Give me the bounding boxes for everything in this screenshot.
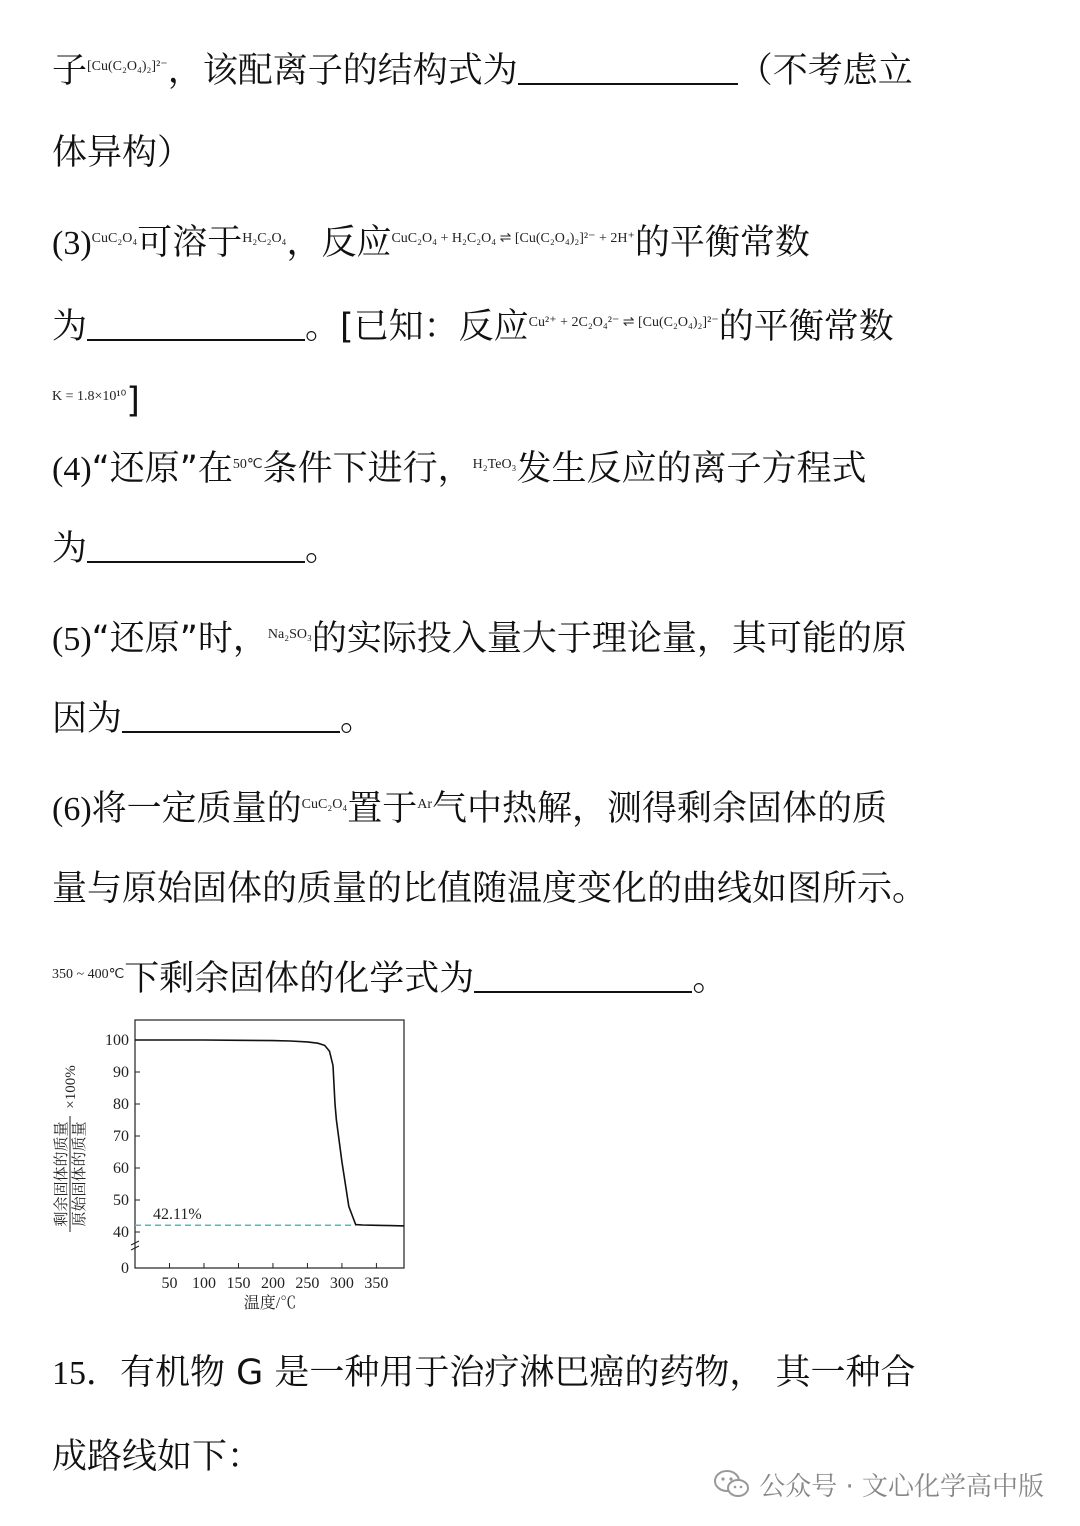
x-tick-label: 100 xyxy=(191,1275,216,1292)
k-value: K = 1.8×10¹⁰ xyxy=(52,389,127,404)
q14-line2: 体异构） xyxy=(52,133,193,173)
answer-blank-q4[interactable] xyxy=(87,529,305,563)
q3-line1: $(3)^{CuC_2O_4}$可溶于$^{H_2C_2O_4}$，反应$^{CuC_2O_4 + H_2C_2O_4 \rightleftharpoons [Cu(C_2O_4)_2]^{2-} + 2H^+}$的平衡常数 xyxy=(52,223,810,263)
y-tick-label: 50 xyxy=(113,1192,129,1209)
x-tick-label: 150 xyxy=(226,1275,251,1292)
y-tick-label: 40 xyxy=(113,1224,129,1241)
q6-line1: (6)将一定质量的$^{CuC_2O_4}$置于$^{Ar}$气中热解，测得剩余固体的质 xyxy=(52,789,888,829)
x-axis-label: 温度/℃ xyxy=(243,1295,297,1312)
y-tick-label: 90 xyxy=(113,1064,129,1081)
answer-blank-structure[interactable] xyxy=(518,51,738,85)
y-tick-label: 80 xyxy=(113,1096,129,1113)
y-tick-label: 0 xyxy=(121,1260,129,1277)
x-tick-label: 200 xyxy=(260,1275,285,1292)
q3-line2: 为 。[已知：反应$^{Cu^{2+} + 2C_2O_4^{2-} \rightleftharpoons [Cu(C_2O_4)_2]^{2-}}$的平衡常数 xyxy=(52,307,894,347)
reaction-equation: CuC₂O₄ + H₂C₂O₄ ⇌ [Cu(C₂O₄)₂]²⁻ + 2H⁺ xyxy=(391,231,635,246)
answer-blank-q6[interactable] xyxy=(474,959,692,993)
q5-line2: 因为 。 xyxy=(52,699,376,739)
tga-chart xyxy=(48,1016,418,1316)
wechat-icon xyxy=(713,1468,751,1507)
q5-line1: (5)“还原”时，$^{Na_2SO_3}$的实际投入量大于理论量，其可能的原 xyxy=(52,619,907,659)
answer-blank-q5[interactable] xyxy=(122,699,340,733)
known-reaction: Cu²⁺ + 2C₂O₄²⁻ ⇌ [Cu(C₂O₄)₂]²⁻ xyxy=(528,315,719,330)
answer-blank-q3[interactable] xyxy=(87,307,305,341)
y-label-denominator: 原始固体的质量 xyxy=(72,1121,88,1227)
q6-label: (6) xyxy=(52,791,92,828)
q14-line1: 子$^{[Cu(C_2O_4)_2]^{2-}}$，该配离子的结构式为 （不考虑立 xyxy=(52,51,913,91)
plot-frame xyxy=(135,1020,404,1268)
q5-label: (5) xyxy=(52,621,92,658)
q3-line3: $^{K = 1.8\times 10^{10}}$] xyxy=(52,381,140,421)
q15-line2: 成路线如下： xyxy=(52,1437,263,1477)
ion-formula: [Cu(C₂O₄)₂]²⁻ xyxy=(87,59,168,74)
q6-line2: 量与原始固体的质量的比值随温度变化的曲线如图所示。 xyxy=(52,869,928,909)
y-axis-label xyxy=(53,1065,88,1232)
x-tick-label: 350 xyxy=(364,1275,389,1292)
x-tick-label: 300 xyxy=(329,1275,354,1292)
q15-line1: 15．有机物 G 是一种用于治疗淋巴癌的药物， 其一种合 xyxy=(52,1353,916,1393)
y-label-suffix: ×100% xyxy=(63,1065,79,1109)
watermark: 公众号 · 文心化学高中版 xyxy=(713,1466,1044,1507)
mass-curve xyxy=(135,1040,404,1226)
q3-label: (3) xyxy=(52,225,92,262)
q4-line1: (4)“还原”在$^{50℃}$条件下进行，$^{H_2TeO_3}$发生反应的离子方程式 xyxy=(52,449,867,489)
y-tick-label: 100 xyxy=(105,1032,129,1049)
x-tick-label: 50 xyxy=(161,1275,178,1292)
reference-label: 42.11% xyxy=(153,1206,202,1224)
x-tick-label: 250 xyxy=(295,1275,320,1292)
q6-line3: $^{350 \sim 400℃}$下剩余固体的化学式为 。 xyxy=(52,959,728,999)
y-label-numerator: 剩余固体的质量 xyxy=(54,1121,70,1227)
y-tick-label: 70 xyxy=(113,1128,129,1145)
q4-label: (4) xyxy=(52,451,92,488)
q15-number: 15． xyxy=(52,1355,120,1392)
y-tick-label: 60 xyxy=(113,1160,129,1177)
q4-line2: 为 。 xyxy=(52,529,341,569)
